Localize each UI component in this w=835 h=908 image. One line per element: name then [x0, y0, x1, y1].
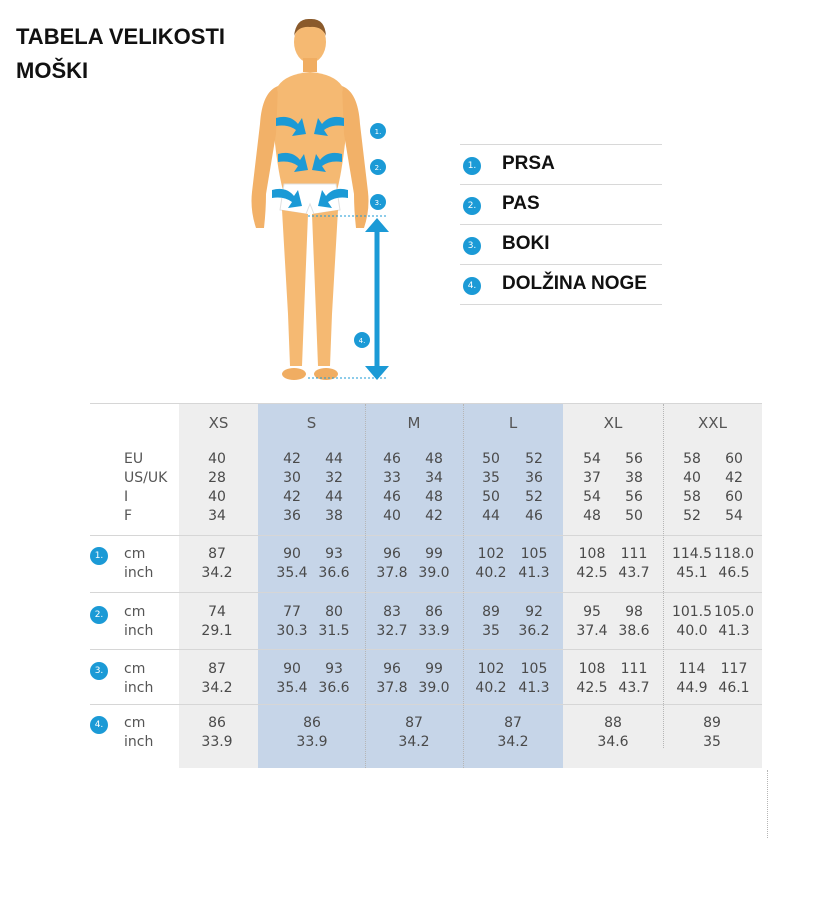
table-cell: 30.3: [276, 623, 308, 639]
table-cell: 40: [208, 489, 226, 505]
table-divider: [90, 403, 762, 404]
table-cell: 33.9: [201, 734, 233, 750]
table-cell: 34.2: [201, 565, 233, 581]
table-cell: 35.4: [276, 565, 308, 581]
table-cell: 56: [625, 451, 643, 467]
figure-marker-2: 2.: [374, 164, 382, 172]
table-cell: 108: [578, 661, 606, 677]
unit-label-cm: cm: [124, 546, 146, 562]
table-cell: 38.6: [618, 623, 650, 639]
table-cell: 86: [425, 604, 443, 620]
table-cell: 58: [683, 489, 701, 505]
table-cell: 52: [525, 451, 543, 467]
conversion-label-us-uk: US/UK: [124, 470, 168, 486]
legend-number-badge: 2.: [463, 197, 481, 215]
table-cell: 93: [325, 661, 343, 677]
table-cell: 46: [383, 489, 401, 505]
table-cell: 31.5: [318, 623, 350, 639]
table-cell: 74: [208, 604, 226, 620]
table-cell: 34: [425, 470, 443, 486]
table-cell: 96: [383, 661, 401, 677]
table-cell: 99: [425, 661, 443, 677]
conversion-label-i: I: [124, 489, 129, 505]
table-cell: 40.2: [475, 565, 507, 581]
table-cell: 43.7: [618, 565, 650, 581]
table-cell: 118.0: [713, 546, 755, 562]
table-divider: [90, 704, 762, 705]
table-cell: 58: [683, 451, 701, 467]
table-cell: 34.2: [201, 680, 233, 696]
row-number-badge-chest: 1.: [90, 547, 108, 565]
table-cell: 87: [208, 661, 226, 677]
table-cell: 39.0: [418, 680, 450, 696]
table-cell: 102: [477, 661, 505, 677]
size-header-m: M: [407, 414, 421, 432]
table-cell: 86: [303, 715, 321, 731]
unit-label-cm: cm: [124, 661, 146, 677]
table-cell: 41.3: [518, 680, 550, 696]
table-cell: 87: [504, 715, 522, 731]
table-cell: 54: [725, 508, 743, 524]
table-cell: 60: [725, 451, 743, 467]
table-cell: 87: [405, 715, 423, 731]
table-cell: 46: [525, 508, 543, 524]
table-cell: 43.7: [618, 680, 650, 696]
table-cell: 36.2: [518, 623, 550, 639]
table-cell: 37: [583, 470, 601, 486]
table-cell: 34.2: [398, 734, 430, 750]
table-cell: 50: [625, 508, 643, 524]
table-cell: 35: [482, 470, 500, 486]
table-cell: 60: [725, 489, 743, 505]
table-cell: 36: [525, 470, 543, 486]
legend-label: PAS: [502, 193, 540, 214]
table-cell: 32: [325, 470, 343, 486]
table-cell: 105: [520, 546, 548, 562]
table-cell: 80: [325, 604, 343, 620]
column-divider: [767, 770, 768, 838]
table-cell: 52: [525, 489, 543, 505]
table-cell: 35: [482, 623, 500, 639]
figure-marker-1: 1.: [374, 128, 382, 136]
table-cell: 38: [625, 470, 643, 486]
table-cell: 42.5: [576, 565, 608, 581]
row-number-badge-leg-length: 4.: [90, 716, 108, 734]
conversion-label-eu: EU: [124, 451, 144, 467]
size-header-xs: XS: [208, 414, 229, 432]
table-cell: 48: [425, 489, 443, 505]
table-cell: 111: [620, 546, 648, 562]
unit-label-inch: inch: [124, 734, 154, 750]
table-cell: 99: [425, 546, 443, 562]
table-cell: 40.2: [475, 680, 507, 696]
table-cell: 41.3: [518, 565, 550, 581]
table-cell: 93: [325, 546, 343, 562]
table-cell: 34.2: [497, 734, 529, 750]
table-cell: 46.1: [718, 680, 750, 696]
table-cell: 89: [482, 604, 500, 620]
table-cell: 44: [325, 451, 343, 467]
table-cell: 46.5: [718, 565, 750, 581]
table-cell: 40: [683, 470, 701, 486]
legend-number-badge: 1.: [463, 157, 481, 175]
table-cell: 44: [482, 508, 500, 524]
table-cell: 48: [583, 508, 601, 524]
table-divider: [90, 649, 762, 650]
table-cell: 28: [208, 470, 226, 486]
table-cell: 42: [283, 451, 301, 467]
table-cell: 50: [482, 489, 500, 505]
size-header-l: L: [508, 414, 518, 432]
table-cell: 89: [703, 715, 721, 731]
table-cell: 29.1: [201, 623, 233, 639]
table-cell: 108: [578, 546, 606, 562]
legend-label: BOKI: [502, 233, 550, 254]
table-divider: [90, 592, 762, 593]
table-cell: 35: [703, 734, 721, 750]
table-cell: 50: [482, 451, 500, 467]
table-cell: 34: [208, 508, 226, 524]
table-cell: 36.6: [318, 680, 350, 696]
table-cell: 30: [283, 470, 301, 486]
title-line-2: MOŠKI: [16, 58, 89, 83]
table-cell: 101.5: [671, 604, 713, 620]
unit-label-cm: cm: [124, 715, 146, 731]
table-cell: 46: [383, 451, 401, 467]
table-cell: 33.9: [418, 623, 450, 639]
table-cell: 36: [283, 508, 301, 524]
table-cell: 37.4: [576, 623, 608, 639]
table-cell: 35.4: [276, 680, 308, 696]
table-cell: 42: [283, 489, 301, 505]
table-cell: 41.3: [718, 623, 750, 639]
table-cell: 105: [520, 661, 548, 677]
table-cell: 40.0: [676, 623, 708, 639]
table-cell: 44: [325, 489, 343, 505]
legend-number-badge: 4.: [463, 277, 481, 295]
conversion-label-f: F: [124, 508, 133, 524]
legend-label: PRSA: [502, 153, 555, 174]
table-cell: 38: [325, 508, 343, 524]
table-cell: 98: [625, 604, 643, 620]
table-cell: 56: [625, 489, 643, 505]
table-cell: 86: [208, 715, 226, 731]
table-cell: 54: [583, 451, 601, 467]
table-cell: 33: [383, 470, 401, 486]
figure-marker-4: 4.: [358, 337, 366, 345]
table-cell: 88: [604, 715, 622, 731]
table-cell: 42: [725, 470, 743, 486]
table-cell: 96: [383, 546, 401, 562]
unit-label-inch: inch: [124, 680, 154, 696]
title-line-1: TABELA VELIKOSTI: [16, 24, 225, 49]
legend-number-badge: 3.: [463, 237, 481, 255]
size-header-xl: XL: [603, 414, 623, 432]
table-cell: 114.5: [671, 546, 713, 562]
row-number-badge-waist: 2.: [90, 606, 108, 624]
table-cell: 90: [283, 661, 301, 677]
table-cell: 105.0: [713, 604, 755, 620]
table-cell: 83: [383, 604, 401, 620]
size-header-s: S: [306, 414, 317, 432]
figure-marker-3: 3.: [374, 199, 382, 207]
table-cell: 39.0: [418, 565, 450, 581]
table-cell: 48: [425, 451, 443, 467]
unit-label-inch: inch: [124, 565, 154, 581]
table-cell: 111: [620, 661, 648, 677]
table-cell: 102: [477, 546, 505, 562]
table-cell: 40: [208, 451, 226, 467]
table-cell: 95: [583, 604, 601, 620]
table-cell: 117: [720, 661, 748, 677]
table-cell: 77: [283, 604, 301, 620]
table-cell: 114: [678, 661, 706, 677]
table-cell: 44.9: [676, 680, 708, 696]
table-cell: 92: [525, 604, 543, 620]
table-cell: 40: [383, 508, 401, 524]
table-cell: 34.6: [597, 734, 629, 750]
table-cell: 87: [208, 546, 226, 562]
size-header-xxl: XXL: [698, 414, 727, 432]
table-cell: 36.6: [318, 565, 350, 581]
table-cell: 32.7: [376, 623, 408, 639]
table-cell: 37.8: [376, 565, 408, 581]
unit-label-cm: cm: [124, 604, 146, 620]
table-cell: 42.5: [576, 680, 608, 696]
table-cell: 90: [283, 546, 301, 562]
table-cell: 37.8: [376, 680, 408, 696]
table-divider: [90, 535, 762, 536]
table-cell: 52: [683, 508, 701, 524]
table-cell: 45.1: [676, 565, 708, 581]
legend-label: DOLŽINA NOGE: [502, 273, 647, 294]
table-cell: 54: [583, 489, 601, 505]
table-cell: 42: [425, 508, 443, 524]
table-cell: 33.9: [296, 734, 328, 750]
row-number-badge-hips: 3.: [90, 662, 108, 680]
unit-label-inch: inch: [124, 623, 154, 639]
